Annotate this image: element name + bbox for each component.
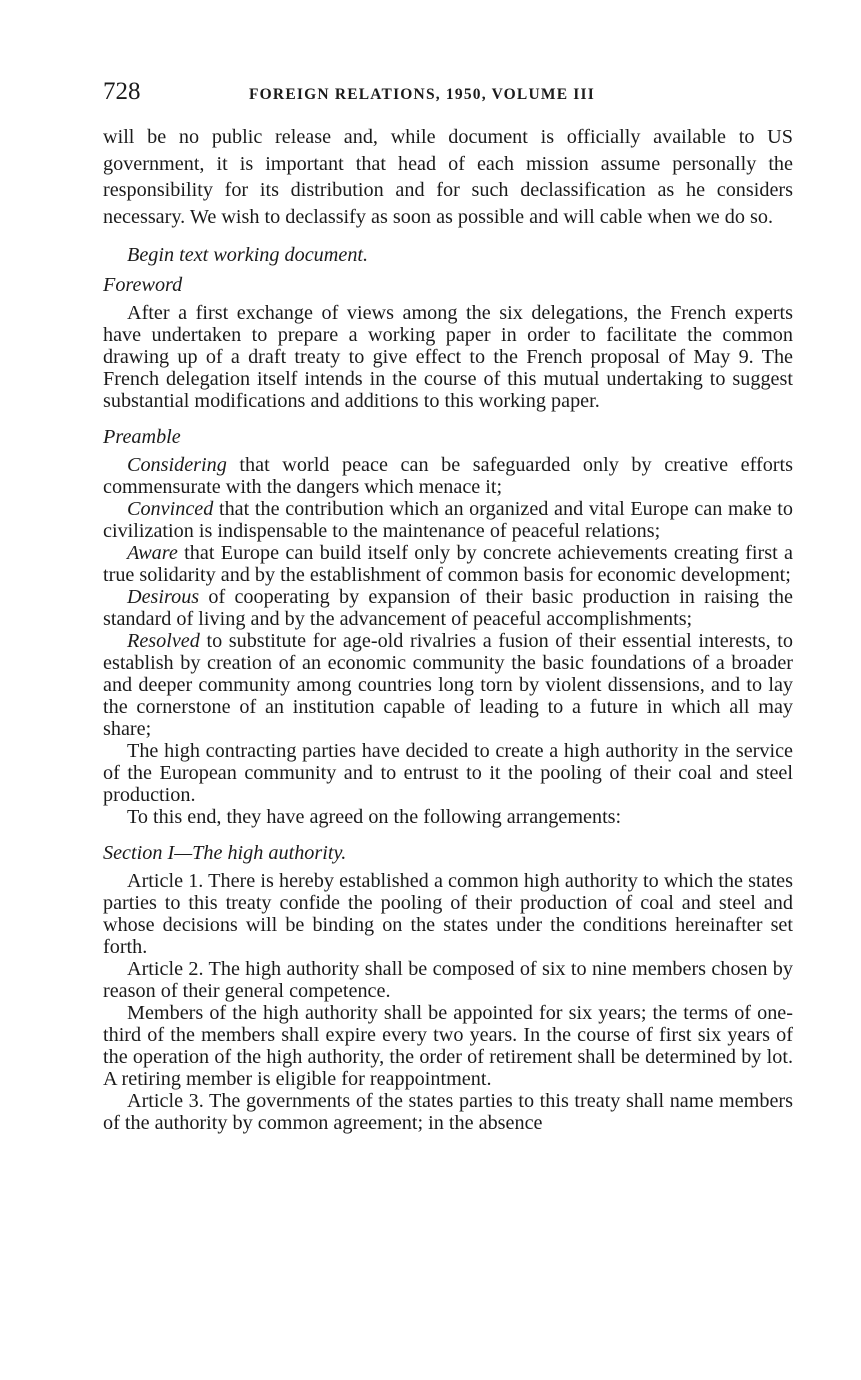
- document-page: [103, 78, 793, 1134]
- clause-lead: Aware: [127, 542, 178, 564]
- clause-lead: Desirous: [127, 586, 200, 608]
- running-head: FOREIGN RELATIONS, 1950, VOLUME III: [249, 86, 595, 103]
- article-paragraph: Members of the high authority shall be appointed for six years; the terms of one-third of the members shall expire every two years. In the course of first six years of the operation of the high authority, the order of retirement shall be determined by lot. A retiring member is eligible for reappointment.: [103, 1002, 793, 1090]
- preamble-clause: [103, 454, 793, 498]
- begin-text-label: Begin text working document.: [127, 244, 369, 266]
- article-paragraph: Article 1. There is hereby established a common high authority to which the states parties to this treaty confide the pooling of their production of coal and steel and whose decisions will be binding on the states under the conditions hereinafter set forth.: [103, 870, 793, 958]
- section-1-heading: Section I—The high authority.: [103, 842, 347, 864]
- preamble-section: [103, 454, 793, 828]
- preamble-clause: [103, 498, 793, 542]
- page-header: [103, 78, 793, 112]
- article-paragraph: Article 2. The high authority shall be composed of six to nine members chosen by reason of their general competence.: [103, 958, 793, 1002]
- preamble-closing: To this end, they have agreed on the following arrangements:: [127, 806, 622, 828]
- section-1: [103, 870, 793, 1134]
- preamble-clause: [103, 630, 793, 740]
- clause-lead: Resolved: [127, 630, 200, 652]
- preamble-heading: Preamble: [103, 426, 181, 448]
- clause-text: that the contribution which an organized and vital Europe can make to civilization is indispensable to the maintenance of peaceful relations;: [103, 498, 793, 542]
- preamble-clause: [103, 586, 793, 630]
- clause-lead: Convinced: [127, 498, 214, 520]
- clause-text: of cooperating by expansion of their basic production in raising the standard of living and by the advancement of peaceful accomplishments;: [103, 586, 793, 630]
- clause-text: that Europe can build itself only by concrete achievements creating first a true solidarity and by the establishment of common basis for economic development;: [103, 542, 793, 586]
- intro-block: [103, 124, 793, 230]
- clause-lead: Considering: [127, 454, 227, 476]
- page-number: 728: [103, 78, 141, 105]
- intro-paragraph: will be no public release and, while document is officially available to US government, it is important that head of each mission assume personally the responsibility for its distribution and for such declassification as he considers necessary. We wish to declassify as soon as possible and will cable when we do so.: [103, 126, 793, 228]
- article-paragraph: Article 3. The governments of the states parties to this treaty shall name members of the authority by common agreement; in the absence: [103, 1090, 793, 1134]
- foreword-heading: Foreword: [103, 274, 183, 296]
- clause-text: that world peace can be safeguarded only by creative efforts commensurate with the dangers which menace it;: [103, 454, 793, 498]
- foreword-paragraph: After a first exchange of views among the six delegations, the French experts have undertaken to prepare a working paper in order to facilitate the common drawing up of a draft treaty to give effect to the French proposal of May 9. The French delegation itself intends in the course of this mutual undertaking to suggest substantial modifications and additions to this working paper.: [103, 302, 793, 412]
- preamble-decision: The high contracting parties have decided to create a high authority in the service of the European community and to entrust to it the pooling of their coal and steel production.: [103, 740, 793, 806]
- clause-text: to substitute for age-old rivalries a fusion of their essential interests, to establish by creation of an economic community the basic foundations of a broader and deeper community among countries long torn by violent dissensions, and to lay the cornerstone of an institution capable of leading to a future in which all may share;: [103, 630, 793, 740]
- preamble-clause: [103, 542, 793, 586]
- foreword-section: [103, 302, 793, 412]
